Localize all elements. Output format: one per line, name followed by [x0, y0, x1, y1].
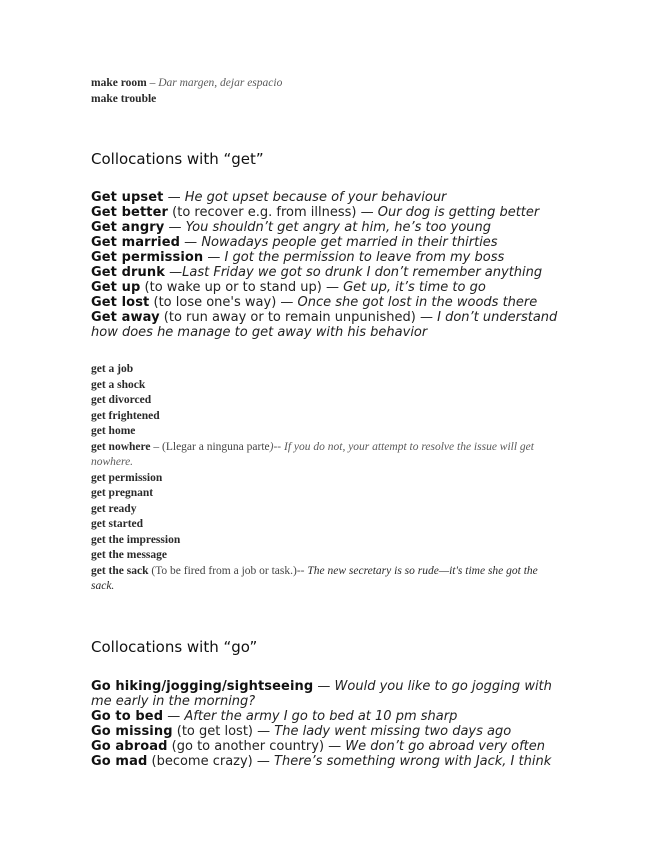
collocation-get-permission [91, 250, 561, 265]
collocation-get-angry [91, 220, 561, 235]
term: Get upset [91, 190, 164, 205]
term: Get up [91, 280, 141, 295]
list-item-get-divorced [91, 393, 561, 409]
collocation-get-better [91, 205, 561, 220]
example: Our dog is getting better [377, 205, 540, 220]
list-item-get-started [91, 517, 561, 533]
separator: — [165, 265, 183, 280]
example: There’s something wrong with Jack, I think [274, 754, 552, 769]
heading-get: Collocations with “get” [91, 150, 264, 168]
intro-item-make-room [91, 76, 561, 92]
collocation-get-lost [91, 295, 561, 310]
get-collocations [91, 190, 561, 340]
separator: — [163, 190, 185, 205]
intro-item-make-trouble [91, 92, 561, 108]
term: Get permission [91, 250, 204, 265]
term: get ready [91, 502, 137, 515]
term: get the message [91, 549, 168, 561]
example: I don’t understand how does he manage to get away with his behavior [91, 310, 558, 340]
term: Go hiking/jogging/sightseeing [91, 679, 314, 694]
list-item-get-ready [91, 502, 561, 518]
meaning: (to recover e.g. from illness) — [168, 205, 378, 220]
term: Go missing [91, 724, 173, 739]
example: Get up, it’s time to go [343, 280, 486, 295]
collocation-go-mad [91, 754, 561, 769]
meaning: (to wake up or to stand up) — [140, 280, 344, 295]
term: get pregnant [91, 487, 154, 499]
term: get divorced [91, 394, 152, 406]
list-item-get-nowhere [91, 440, 561, 471]
example: After the army I go to bed at 10 pm sharp [184, 709, 458, 724]
list-item-get-pregnant [91, 486, 561, 502]
meaning: (To be fired from a job or task.)-- [148, 564, 308, 577]
term: Get better [91, 205, 169, 220]
collocation-go-abroad [91, 739, 561, 754]
term: Get away [91, 310, 160, 325]
list-item-get-home [91, 424, 561, 440]
collocation-get-drunk [91, 265, 561, 280]
collocation-get-up [91, 280, 561, 295]
list-item-get-a-shock [91, 378, 561, 394]
meaning: Llegar a ninguna parte [165, 440, 270, 453]
example: Last Friday we got so drunk I don’t remember anything [182, 265, 543, 280]
meaning: (go to another country) — [167, 739, 346, 754]
term: Go to bed [91, 709, 164, 724]
list-item-get-the-impression [91, 533, 561, 549]
list-item-get-the-message [91, 548, 561, 564]
list-item-get-a-job [91, 362, 561, 378]
example: Would you like to go jogging with me early in the morning? [91, 679, 552, 709]
collocation-get-married [91, 235, 561, 250]
term: get the sack [91, 564, 149, 577]
term: Get angry [91, 220, 165, 235]
collocation-go-missing [91, 724, 561, 739]
example: )-- If you do not, your attempt to resolve the issue will get nowhere. [91, 440, 534, 468]
separator: – ( [150, 440, 166, 453]
separator: — [164, 220, 186, 235]
term: get home [91, 425, 136, 437]
separator: — [163, 709, 185, 724]
term: get a shock [91, 378, 146, 391]
term: get nowhere [91, 440, 151, 453]
separator: — [203, 250, 225, 265]
intro-list [91, 76, 561, 107]
term: get the impression [91, 533, 181, 546]
list-item-get-the-sack [91, 564, 561, 595]
term: make room [91, 77, 147, 89]
separator: — [313, 679, 335, 694]
term: get a job [91, 363, 134, 375]
collocation-get-upset [91, 190, 561, 205]
meaning: (to lose one's way) — [149, 295, 298, 310]
term: Get married [91, 235, 181, 250]
collocation-get-away [91, 310, 561, 340]
go-collocations [91, 679, 561, 769]
term: get started [91, 518, 144, 530]
term: Get lost [91, 295, 150, 310]
term: get frightened [91, 409, 160, 422]
meaning: (to get lost) — [172, 724, 275, 739]
term: Go mad [91, 754, 148, 769]
heading-go: Collocations with “go” [91, 638, 258, 656]
term: Go abroad [91, 739, 168, 754]
example: Nowadays people get married in their thirties [201, 235, 498, 250]
example: Once she got lost in the woods there [297, 295, 538, 310]
example: Dar margen, dejar espacio [158, 77, 283, 89]
example: You shouldn’t get angry at him, he’s too young [185, 220, 492, 235]
list-item-get-frightened [91, 409, 561, 425]
separator: — [180, 235, 202, 250]
separator: – [146, 77, 159, 89]
example: He got upset because of your behaviour [184, 190, 447, 205]
get-list [91, 362, 561, 595]
meaning: (to run away or to remain unpunished) — [159, 310, 438, 325]
meaning: (become crazy) — [147, 754, 275, 769]
collocation-go-to-bed [91, 709, 561, 724]
term: make trouble [91, 92, 157, 105]
term: get permission [91, 471, 163, 484]
list-item-get-permission [91, 471, 561, 487]
example: The lady went missing two days ago [274, 724, 512, 739]
example: I got the permission to leave from my boss [224, 250, 505, 265]
example: We don’t go abroad very often [345, 739, 546, 754]
collocation-go-hiking [91, 679, 561, 709]
term: Get drunk [91, 265, 165, 280]
example: The new secretary is so rude—it's time she got the sack. [91, 564, 538, 592]
